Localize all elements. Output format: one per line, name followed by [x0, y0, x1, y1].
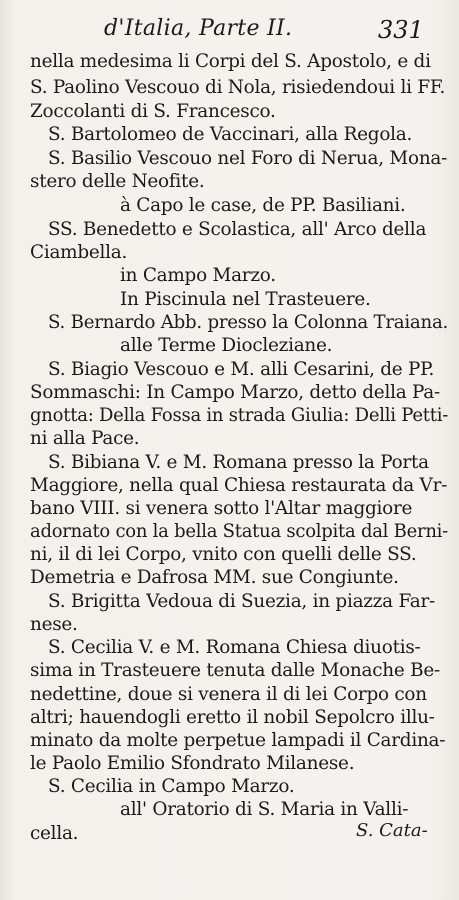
text-line: altri; hauendogli eretto il nobil Sepolcro illu- [30, 707, 435, 728]
text-line: nese. [30, 614, 78, 635]
text-line: S. Biagio Vescouo e M. alli Cesarini, de PP. [48, 359, 435, 380]
text-line: S. Cecilia in Campo Marzo. [48, 776, 295, 797]
text-line: bano VIII. si venera sotto l'Altar maggiore [30, 498, 413, 519]
text-line: minato da molte perpetue lampadi il Cardina- [30, 730, 446, 751]
text-line: Zoccolanti di S. Francesco. [30, 101, 276, 122]
text-line: le Paolo Emilio Sfondrato Milanese. [30, 753, 355, 774]
text-line: SS. Benedetto e Scolastica, all' Arco della [48, 219, 427, 240]
page-number: 331 [378, 16, 424, 44]
text-line: S. Brigitta Vedoua di Suezia, in piazza Far- [48, 591, 435, 612]
text-line: adornato con la bella Statua scolpita dal Berni- [30, 521, 449, 542]
text-line: Demetria e Dafrosa MM. sue Congiunte. [30, 567, 399, 588]
text-line: cella. [30, 823, 79, 844]
text-line: Ciambella. [30, 242, 128, 263]
text-line: sima in Trasteuere tenuta dalle Monache Be- [30, 660, 440, 681]
text-line: in Campo Marzo. [120, 265, 276, 286]
text-line: nedettine, doue si venera il di lei Corpo con [30, 684, 427, 705]
text-line: Sommaschi: In Campo Marzo, detto della Pa- [30, 382, 440, 403]
text-line: all' Oratorio di S. Maria in Valli- [120, 799, 409, 820]
text-line: S. Cecilia V. e M. Romana Chiesa diuotis- [48, 637, 421, 658]
text-line: ni, il di lei Corpo, vnito con quelli delle SS. [30, 544, 417, 565]
text-line: S. Bibiana V. e M. Romana presso la Porta [48, 452, 429, 473]
text-line: In Piscinula nel Trasteuere. [120, 289, 371, 310]
text-line: Maggiore, nella qual Chiesa restaurata da Vr- [30, 475, 448, 496]
catchword: S. Cata- [356, 820, 428, 841]
text-line: ni alla Pace. [30, 428, 140, 449]
text-line: nella medesima li Corpi del S. Apostolo, e di [30, 51, 431, 72]
text-line: S. Basilio Vescouo nel Foro di Nerua, Mona- [48, 148, 448, 169]
text-line: alle Terme Diocleziane. [120, 335, 333, 356]
text-line: gnotta: Della Fossa in strada Giulia: Delli Petti- [30, 405, 449, 426]
text-line: S. Bartolomeo de Vaccinari, alla Regola. [48, 124, 413, 145]
running-head: d'Italia, Parte II. [104, 16, 293, 41]
text-line: S. Bernardo Abb. presso la Colonna Traiana. [48, 312, 449, 333]
text-line: à Capo le case, de PP. Basiliani. [120, 195, 406, 216]
text-line: S. Paolino Vescouo di Nola, risiedendoui li FF. [30, 77, 446, 98]
text-line: stero delle Neofite. [30, 171, 205, 192]
